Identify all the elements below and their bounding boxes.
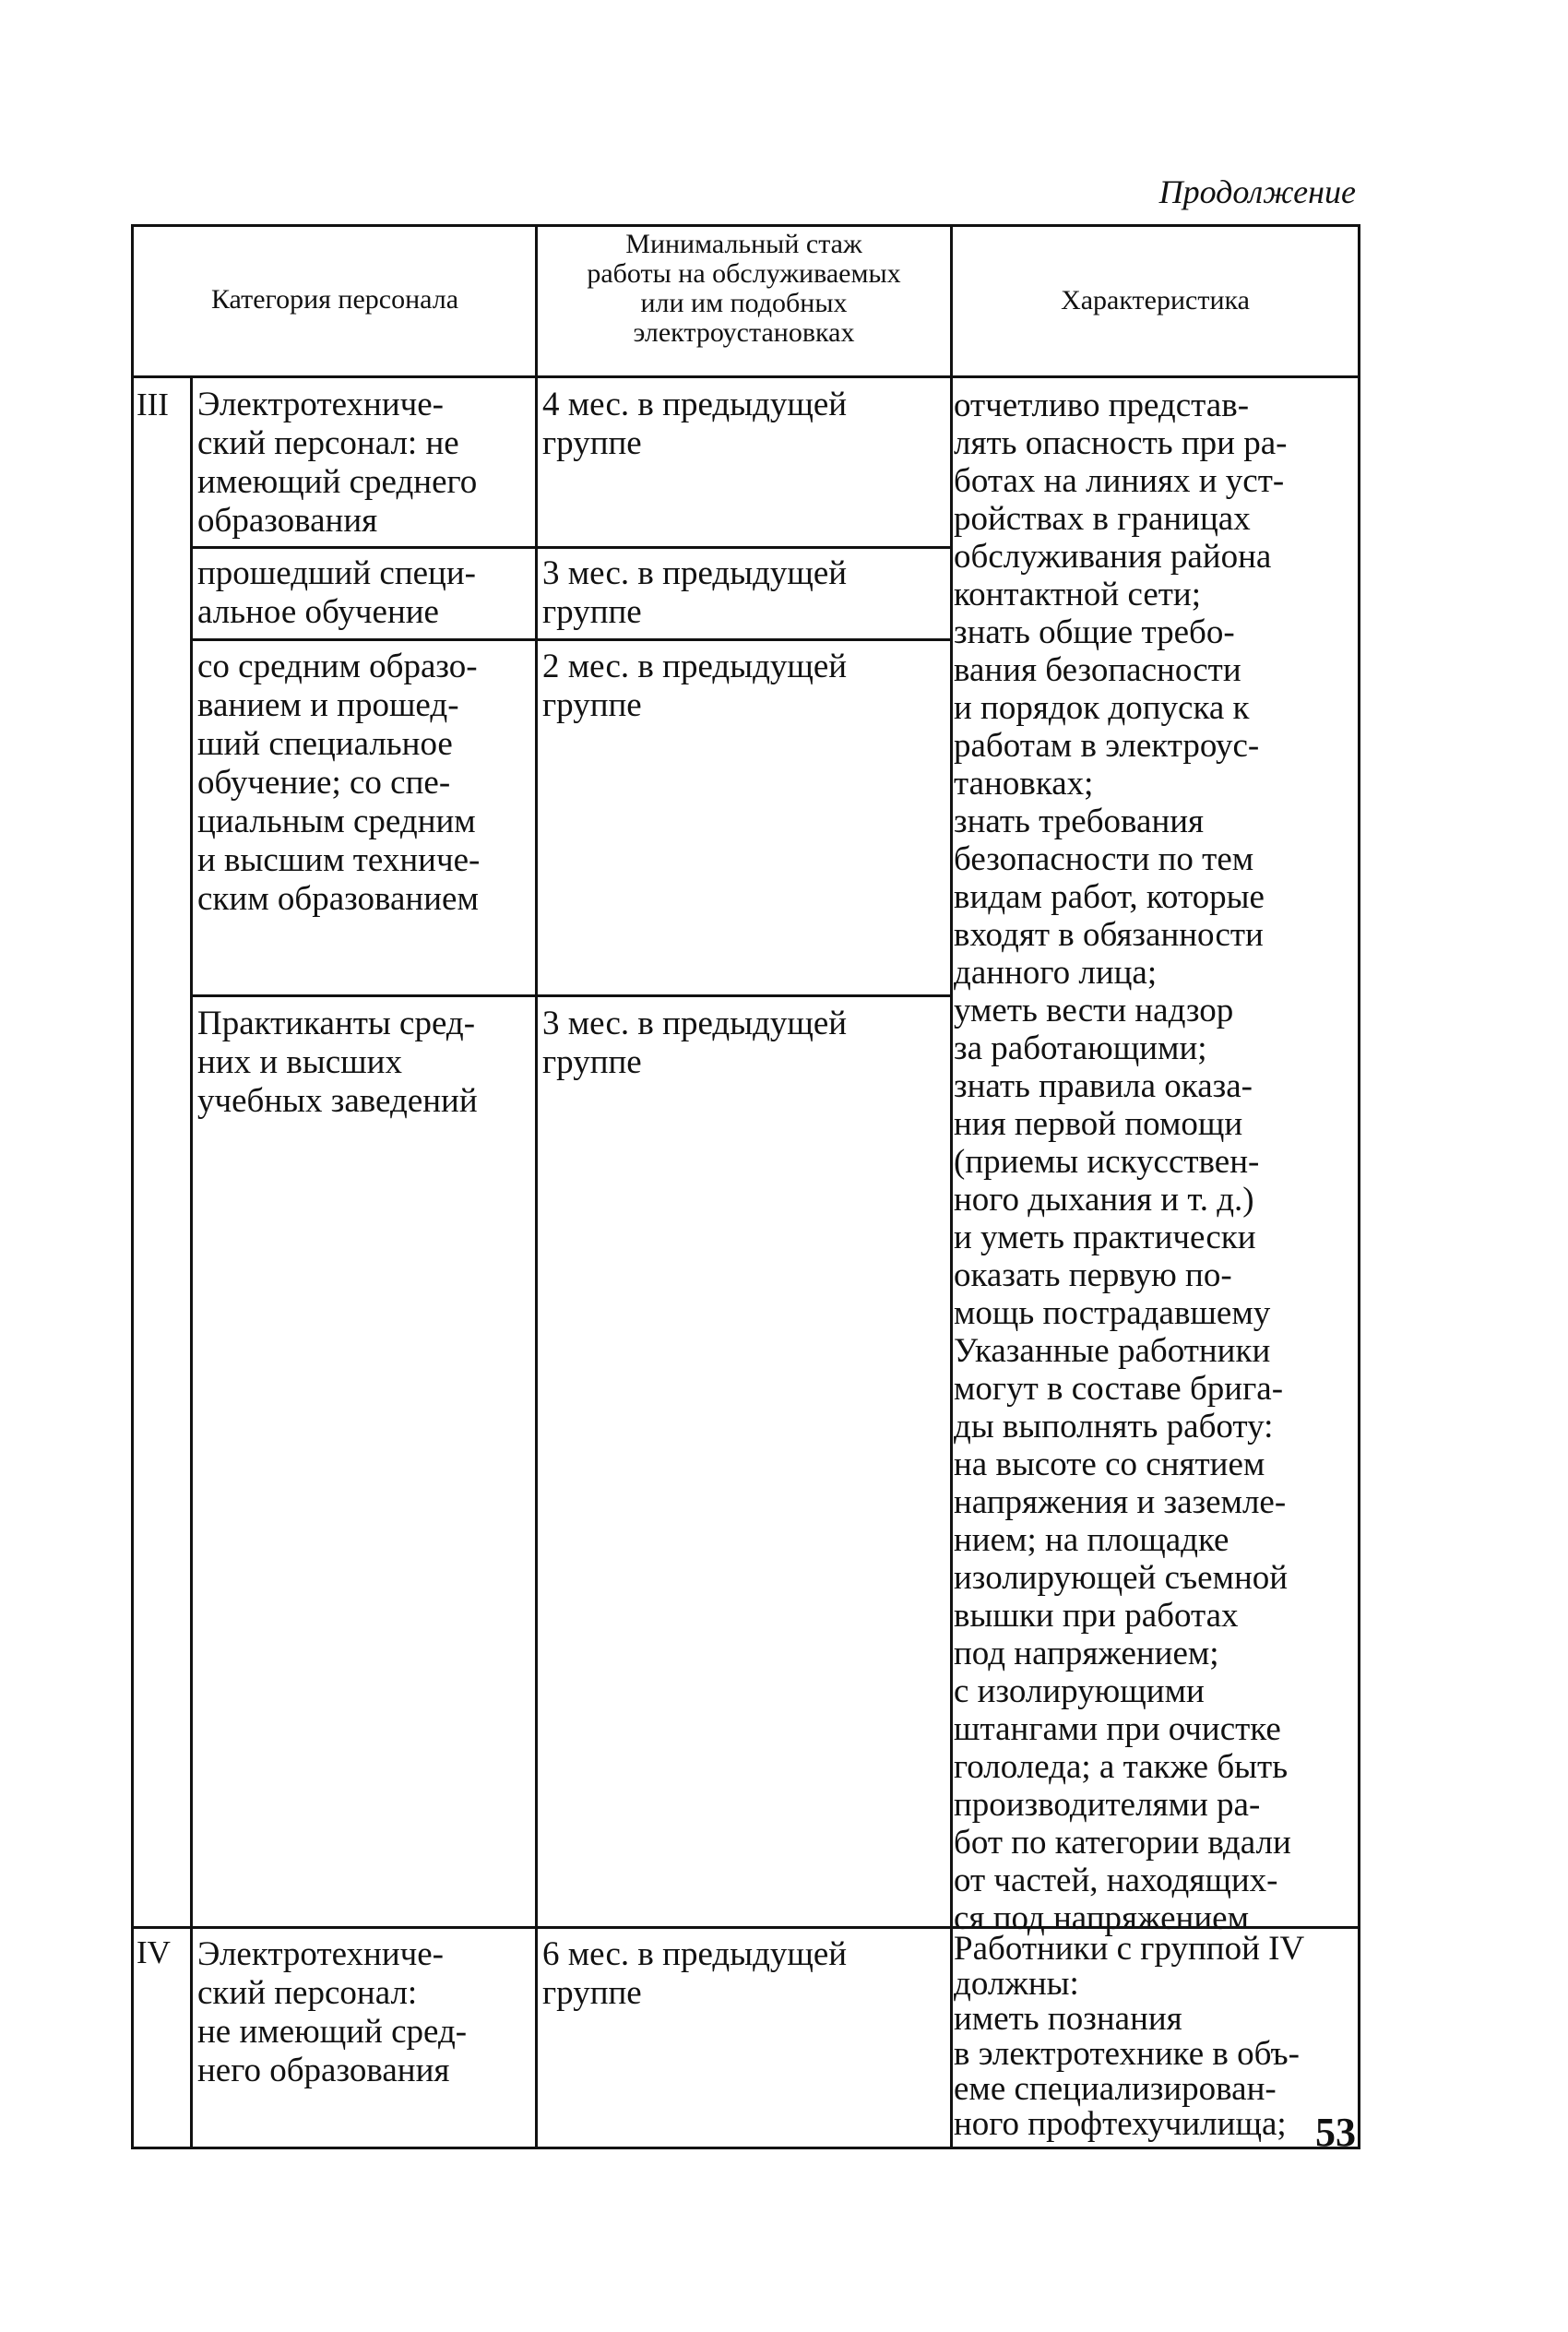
category-cell: Электротехниче- ский персонал: не имеющий среднего образования bbox=[197, 386, 478, 540]
characteristic-paragraph: уметь вести надзор за работающими; bbox=[954, 992, 1234, 1067]
table-border-bottom bbox=[131, 2147, 1360, 2149]
row-divider bbox=[190, 546, 953, 549]
characteristic-paragraph: отчетливо представ- лять опасность при ра- ботах на линиях и уст- ройствах в границах обслуживания района контактной сети; bbox=[954, 387, 1288, 613]
category-cell: Практиканты сред- них и высших учебных заведений bbox=[197, 1005, 478, 1120]
header-bottom-rule bbox=[131, 375, 1360, 378]
characteristic-column-rule bbox=[950, 224, 953, 2149]
header-characteristic: Характеристика bbox=[1061, 285, 1250, 315]
characteristic-paragraph: Работники с группой IV должны: bbox=[954, 1930, 1305, 2003]
experience-cell: 4 мес. в предыдущей группе bbox=[542, 386, 848, 462]
characteristic-paragraph: иметь познания в электротехнике в объ- еме специализирован- ного профтехучилища; bbox=[954, 2000, 1300, 2143]
category-cell: прошедший специ- альное обучение bbox=[197, 554, 476, 631]
continuation-label: Продолжение bbox=[1158, 173, 1356, 210]
table-border-top bbox=[131, 224, 1360, 227]
row-divider bbox=[190, 638, 953, 641]
experience-cell: 2 мес. в предыдущей группе bbox=[542, 648, 848, 724]
characteristic-paragraph: знать общие требо- вания безопасности и порядок допуска к работам в электроус- тановках; bbox=[954, 613, 1260, 803]
page-number: 53 bbox=[1315, 2110, 1356, 2155]
row-divider bbox=[190, 994, 953, 997]
characteristic-paragraph: знать требования безопасности по тем видам работ, которые входят в обязанности данного лица; bbox=[954, 803, 1265, 992]
group-label-iv: IV bbox=[137, 1934, 171, 1970]
experience-cell: 3 мес. в предыдущей группе bbox=[542, 554, 848, 631]
table-border-right bbox=[1358, 224, 1360, 2149]
category-cell: Электротехниче- ский персонал: не имеющий сред- него образования bbox=[197, 1935, 468, 2089]
table-border-left bbox=[131, 224, 134, 2149]
group-column-rule bbox=[190, 375, 193, 2149]
experience-cell: 3 мес. в предыдущей группе bbox=[542, 1005, 848, 1081]
characteristic-paragraph: Указанные работники могут в составе брига- ды выполнять работу: на высоте со снятием напряжения и заземле- нием; на площадке изолирующей съемной вышки при работах под напряжением; с изолирующими штангами при очистке гололеда; а также быть производителями ра- бот по категории вдали от частей, находящих- ся под напряжением bbox=[954, 1332, 1291, 1937]
header-experience: Минимальный стаж работы на обслуживаемых или им подобных электроустановках bbox=[587, 229, 901, 348]
category-cell: со средним образо- ванием и прошед- ший специальное обучение; со спе- циальным средним и высшим техниче- ским образованием bbox=[197, 648, 481, 918]
experience-cell: 6 мес. в предыдущей группе bbox=[542, 1935, 848, 2012]
header-category: Категория персонала bbox=[210, 284, 459, 315]
characteristic-paragraph: знать правила оказа- ния первой помощи (приемы искусствен- ного дыхания и т. д.) и уметь практически оказать первую по- мощь пострадавшему bbox=[954, 1067, 1271, 1332]
characteristic-cell-iii bbox=[954, 387, 1356, 1937]
group-label-iii: III bbox=[137, 387, 169, 422]
experience-column-rule bbox=[535, 224, 538, 2149]
